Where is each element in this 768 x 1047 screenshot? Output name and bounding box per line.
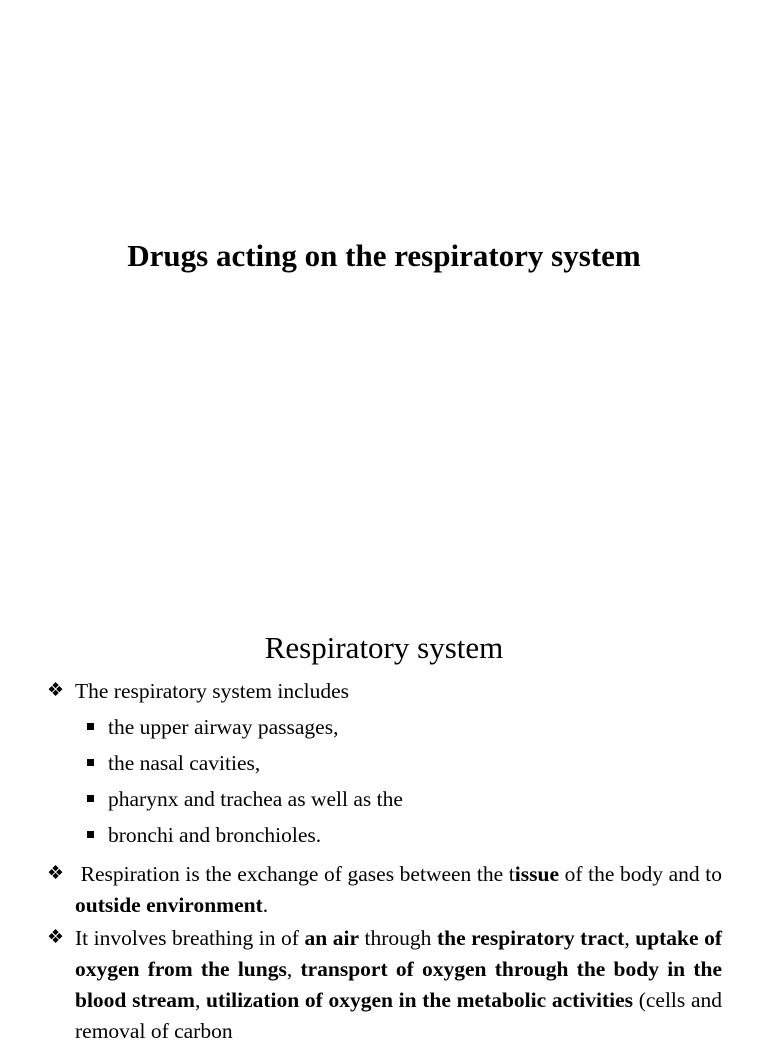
diamond-bullet-icon: ❖ [47, 680, 65, 701]
bullet-text: , [194, 988, 207, 1012]
bold-text: utilization of oxygen in the metabolic activities [206, 988, 634, 1012]
diamond-bullet-icon: ❖ [47, 927, 65, 948]
sub-item-bronchi [0, 817, 768, 853]
square-bullet-icon [87, 831, 94, 838]
sub-item-pharynx-trachea [0, 781, 768, 817]
bullet-text: The respiratory system includes [75, 679, 350, 703]
bullet-text: of the body and to [559, 862, 723, 886]
bullet-text: (cells and removal of carbon [75, 988, 722, 1043]
bullet-breathing-process [0, 923, 768, 1047]
sub-item-text: the nasal cavities, [108, 751, 261, 775]
square-bullet-icon [87, 759, 94, 766]
bold-text: outside environment [75, 893, 263, 917]
bold-text: an air [304, 926, 359, 950]
slide-content [0, 676, 768, 1047]
sub-item-nasal-cavities [0, 745, 768, 781]
square-bullet-icon [87, 723, 94, 730]
bullet-text: , [286, 957, 301, 981]
bold-text: issue [514, 862, 559, 886]
bullet-respiration-definition [0, 859, 768, 921]
bold-text: the respiratory tract [436, 926, 625, 950]
sub-item-text: bronchi and bronchioles. [108, 823, 322, 847]
bullet-respiratory-includes [0, 676, 768, 707]
slide-title-respiratory-system: Respiratory system [264, 630, 504, 665]
bullet-text: through [359, 926, 437, 950]
bullet-text: . [262, 893, 269, 917]
slide-title-drugs: Drugs acting on the respiratory system [127, 238, 641, 273]
bullet-text: , [624, 926, 636, 950]
bullet-text: Respiration is the exchange of gases between the t [80, 862, 515, 886]
sub-item-text: the upper airway passages, [108, 715, 339, 739]
sub-item-upper-airway [0, 709, 768, 745]
bold-text: uptake of oxygen from the lungs [75, 926, 722, 981]
square-bullet-icon [87, 795, 94, 802]
bold-text: transport of oxygen through the body in the blood stream [75, 957, 723, 1012]
bullet-text: It involves breathing in of [75, 926, 305, 950]
diamond-bullet-icon: ❖ [47, 863, 65, 884]
sub-item-text: pharynx and trachea as well as the [108, 787, 403, 811]
